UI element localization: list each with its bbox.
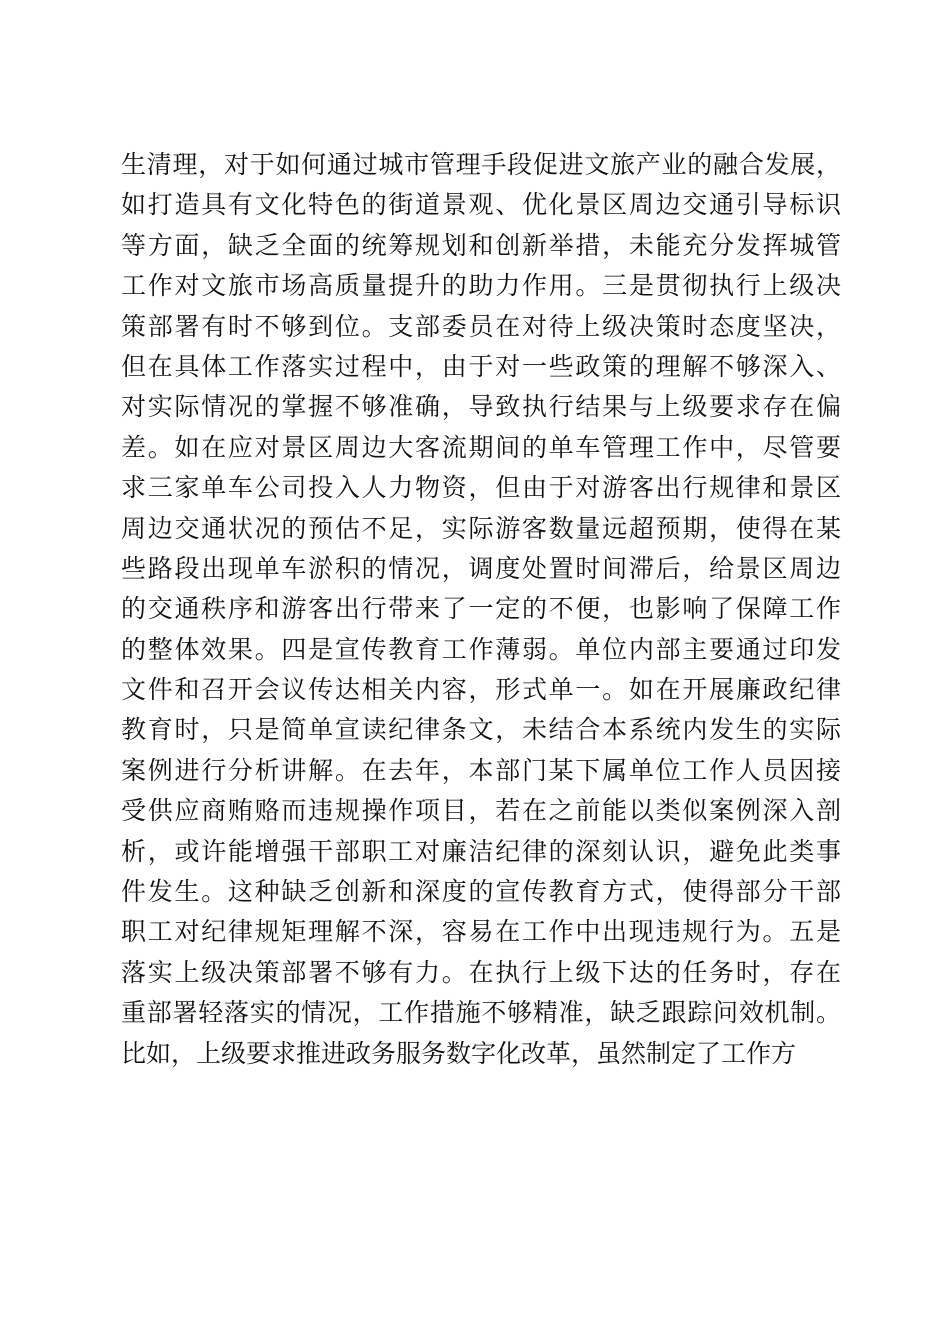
text-line-21: 落实上级决策部署不够有力。在执行上级下达的任务时，存在	[121, 957, 841, 987]
text-line-2: 如打造具有文化特色的街道景观、优化景区周边交通引导标识	[121, 190, 841, 220]
text-line-4: 工作对文旅市场高质量提升的助力作用。三是贯彻执行上级决	[121, 271, 841, 301]
text-line-3: 等方面，缺乏全面的统筹规划和创新举措，未能充分发挥城管	[121, 230, 841, 260]
text-line-1: 生清理，对于如何通过城市管理手段促进文旅产业的融合发展，	[121, 150, 841, 179]
text-line-10: 周边交通状况的预估不足，实际游客数量远超预期，使得在某	[121, 513, 841, 543]
text-line-11: 些路段出现单车淤积的情况，调度处置时间滞后，给景区周边	[121, 553, 841, 583]
text-line-17: 受供应商贿赂而违规操作项目，若在之前能以类似案例深入剖	[121, 796, 841, 826]
text-line-6: 但在具体工作落实过程中，由于对一些政策的理解不够深入、	[121, 351, 841, 381]
text-line-16: 案例进行分析讲解。在去年，本部门某下属单位工作人员因接	[121, 755, 841, 785]
text-line-12: 的交通秩序和游客出行带来了一定的不便，也影响了保障工作	[121, 594, 841, 624]
text-line-23: 比如，上级要求推进政务服务数字化改革，虽然制定了工作方	[121, 1038, 797, 1068]
text-line-22: 重部署轻落实的情况，工作措施不够精准，缺乏跟踪问效机制。	[121, 998, 841, 1028]
body-paragraph	[121, 145, 841, 1074]
text-line-8: 差。如在应对景区周边大客流期间的单车管理工作中，尽管要	[121, 432, 841, 462]
text-line-19: 件发生。这种缺乏创新和深度的宣传教育方式，使得部分干部	[121, 877, 841, 907]
text-line-15: 教育时，只是简单宣读纪律条文，未结合本系统内发生的实际	[121, 715, 841, 745]
text-line-5: 策部署有时不够到位。支部委员在对待上级决策时态度坚决，	[121, 311, 841, 341]
text-line-7: 对实际情况的掌握不够准确，导致执行结果与上级要求存在偏	[121, 392, 841, 422]
text-line-14: 文件和召开会议传达相关内容，形式单一。如在开展廉政纪律	[121, 675, 841, 705]
text-line-18: 析，或许能增强干部职工对廉洁纪律的深刻认识，避免此类事	[121, 836, 841, 866]
text-line-13: 的整体效果。四是宣传教育工作薄弱。单位内部主要通过印发	[121, 634, 841, 664]
text-line-20: 职工对纪律规矩理解不深，容易在工作中出现违规行为。五是	[121, 917, 841, 947]
text-line-9: 求三家单车公司投入人力物资，但由于对游客出行规律和景区	[121, 473, 841, 503]
